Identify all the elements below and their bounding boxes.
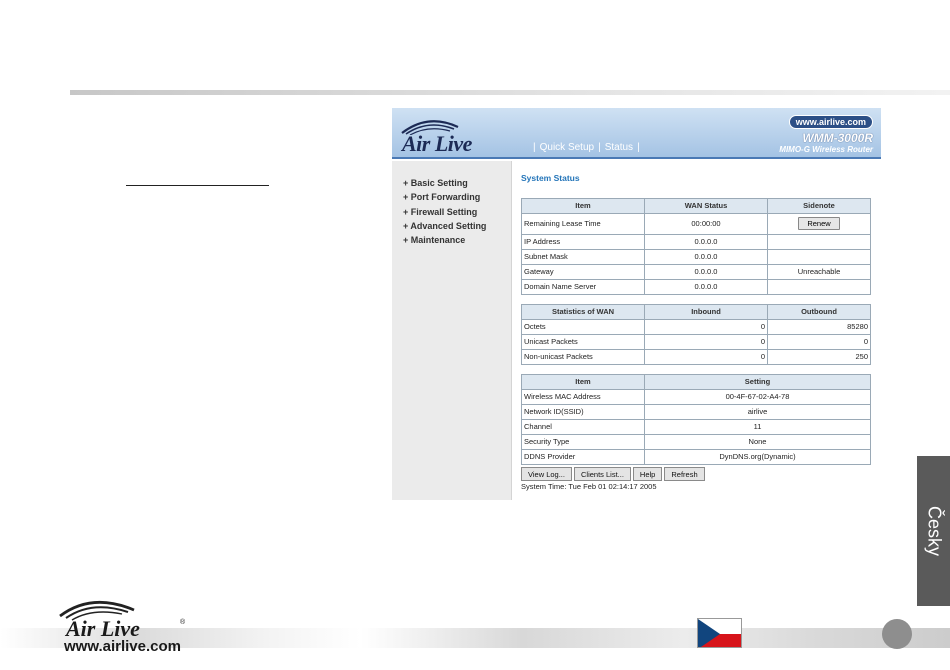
menu-port-forwarding[interactable]: + Port Forwarding: [403, 192, 481, 203]
cell-value: 0.0.0.0: [645, 265, 768, 280]
cell-value: 0.0.0.0: [645, 280, 768, 295]
cell-label: Domain Name Server: [522, 280, 645, 295]
banner-logo-text: Air Live: [402, 131, 472, 156]
cell-label: Octets: [522, 320, 645, 335]
cell-sidenote: [768, 214, 871, 235]
main-content: [521, 171, 873, 491]
action-buttons: [521, 467, 873, 481]
blank-underline: [126, 185, 269, 186]
nav-status[interactable]: Status: [604, 142, 634, 153]
cell-outbound: 0: [768, 335, 871, 350]
table-row: [522, 450, 871, 465]
sidebar: [392, 161, 512, 500]
stats-header-label: Statistics of WAN: [522, 305, 645, 320]
stats-header-outbound: Outbound: [768, 305, 871, 320]
wireless-header-item: Item: [522, 375, 645, 390]
cell-label: DDNS Provider: [522, 450, 645, 465]
cell-label: Network ID(SSID): [522, 405, 645, 420]
table-row: [522, 235, 871, 250]
top-divider: [70, 90, 950, 95]
cell-label: Wireless MAC Address: [522, 390, 645, 405]
svg-text:®: ®: [180, 619, 186, 626]
cell-label: Unicast Packets: [522, 335, 645, 350]
sidebar-menu: [403, 176, 486, 247]
cell-value: 00:00:00: [645, 214, 768, 235]
page-number-circle: [882, 619, 912, 649]
table-row: [522, 320, 871, 335]
cell-label: Remaining Lease Time: [522, 214, 645, 235]
cell-value: DynDNS.org(Dynamic): [645, 450, 871, 465]
renew-button[interactable]: Renew: [798, 217, 839, 230]
wan-header-sidenote: Sidenote: [768, 199, 871, 214]
table-row: [522, 214, 871, 235]
clients-list-button[interactable]: Clients List...: [574, 467, 631, 481]
menu-advanced-setting[interactable]: + Advanced Setting: [403, 220, 487, 231]
cell-sidenote: [768, 235, 871, 250]
page-title: System Status: [521, 173, 580, 183]
menu-firewall-setting[interactable]: + Firewall Setting: [403, 206, 478, 217]
cell-label: Security Type: [522, 435, 645, 450]
cell-inbound: 0: [645, 320, 768, 335]
table-row: [522, 280, 871, 295]
view-log-button[interactable]: View Log...: [521, 467, 572, 481]
table-row: [522, 350, 871, 365]
cell-value: None: [645, 435, 871, 450]
cell-sidenote: [768, 250, 871, 265]
wan-header-status: WAN Status: [645, 199, 768, 214]
svg-text:Air Live: Air Live: [66, 616, 140, 640]
menu-basic-setting[interactable]: + Basic Setting: [403, 178, 468, 188]
footer-url: www.airlive.com: [64, 638, 181, 655]
cell-label: Non-unicast Packets: [522, 350, 645, 365]
cell-value: 0.0.0.0: [645, 250, 768, 265]
czech-flag-icon: [697, 618, 742, 648]
cell-sidenote: [768, 280, 871, 295]
table-row: [522, 405, 871, 420]
table-row: [522, 265, 871, 280]
model-subtitle: MIMO-G Wireless Router: [779, 145, 873, 154]
cell-outbound: 250: [768, 350, 871, 365]
wan-statistics-table: [521, 304, 871, 365]
router-screenshot: [392, 108, 881, 500]
model-name: WMM-3000R: [802, 131, 873, 145]
refresh-button[interactable]: Refresh: [664, 467, 704, 481]
cell-inbound: 0: [645, 350, 768, 365]
system-time: System Time: Tue Feb 01 02:14:17 2005: [521, 482, 657, 491]
banner-logo: [400, 117, 515, 156]
wan-status-table: [521, 198, 871, 295]
table-row: [522, 335, 871, 350]
table-row: [522, 390, 871, 405]
table-row: [522, 435, 871, 450]
help-button[interactable]: Help: [633, 467, 662, 481]
footer-logo-icon: [52, 596, 202, 640]
cell-value: 00-4F-67-02-A4-78: [645, 390, 871, 405]
cell-sidenote: Unreachable: [768, 265, 871, 280]
language-label: Česky: [924, 505, 944, 557]
stats-header-inbound: Inbound: [645, 305, 768, 320]
wireless-settings-table: [521, 374, 871, 465]
cell-label: IP Address: [522, 235, 645, 250]
wireless-header-setting: Setting: [645, 375, 871, 390]
banner-nav: | Quick Setup | Status |: [533, 142, 640, 153]
table-row: [522, 420, 871, 435]
cell-value: 11: [645, 420, 871, 435]
cell-label: Gateway: [522, 265, 645, 280]
banner-url[interactable]: www.airlive.com: [789, 115, 873, 129]
cell-outbound: 85280: [768, 320, 871, 335]
cell-label: Subnet Mask: [522, 250, 645, 265]
menu-maintenance[interactable]: + Maintenance: [403, 235, 466, 246]
table-row: [522, 250, 871, 265]
cell-value: airlive: [645, 405, 871, 420]
wan-header-item: Item: [522, 199, 645, 214]
cell-value: 0.0.0.0: [645, 235, 768, 250]
router-banner: [392, 108, 881, 159]
cell-inbound: 0: [645, 335, 768, 350]
language-tab: [917, 456, 950, 606]
cell-label: Channel: [522, 420, 645, 435]
nav-quick-setup[interactable]: Quick Setup: [539, 142, 595, 153]
